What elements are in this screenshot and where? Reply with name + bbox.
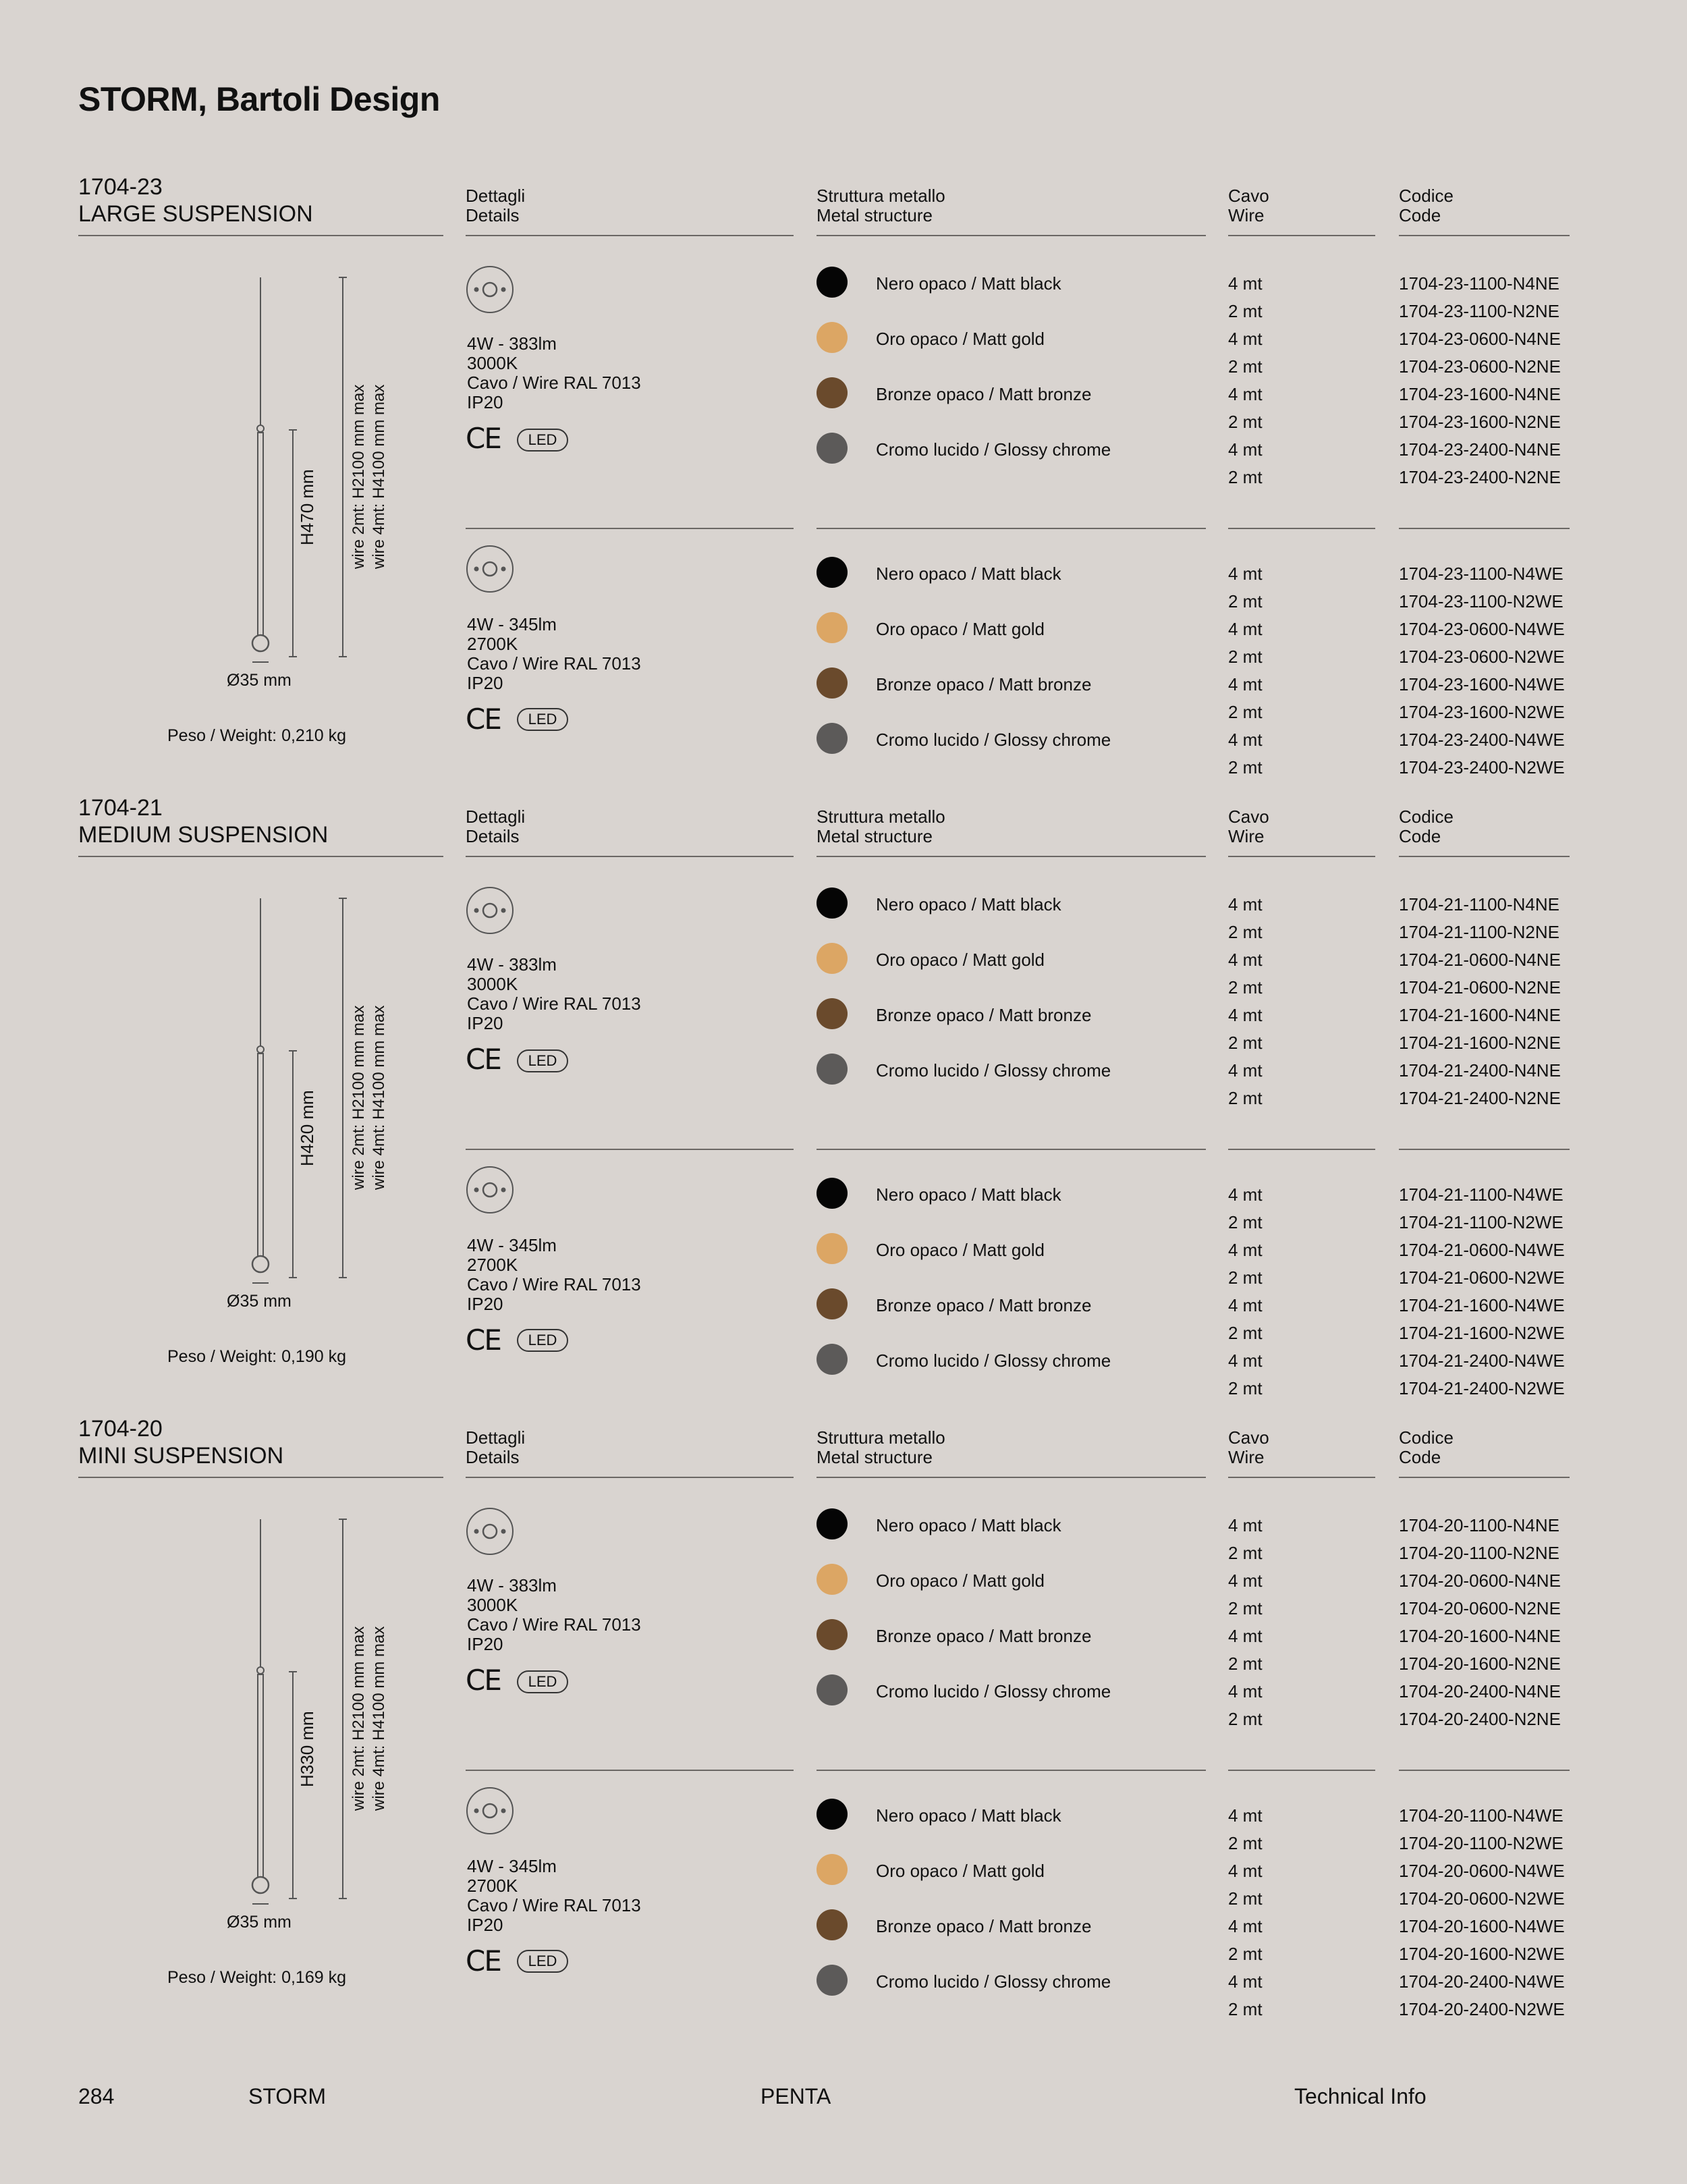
technical-specs <box>467 1857 641 1935</box>
wire-length: 4 mt <box>1228 950 1263 970</box>
technical-specs <box>467 1576 641 1654</box>
product-code-value: 1704-21-2400-N4WE <box>1399 1350 1565 1371</box>
finish-swatch-chrome <box>817 723 848 754</box>
wire-length: 2 mt <box>1228 1833 1263 1853</box>
header-it: Dettagli <box>466 807 526 827</box>
header-it: Cavo <box>1228 186 1269 206</box>
header-en: Metal structure <box>817 205 933 225</box>
product-code-value: 1704-23-2400-N2WE <box>1399 757 1565 777</box>
finish-label: Nero opaco / Matt black <box>876 894 1061 914</box>
column-header-details <box>466 807 525 846</box>
finish-swatch-chrome <box>817 433 848 464</box>
finish-label: Cromo lucido / Glossy chrome <box>876 439 1111 460</box>
product-code: 1704-20 <box>78 1416 163 1442</box>
variant-group <box>0 272 1687 555</box>
header-en: Wire <box>1228 205 1265 225</box>
wire-length-note-2mt: wire 2mt: H2100 mm max <box>350 1626 368 1811</box>
finish-label: Cromo lucido / Glossy chrome <box>876 730 1111 750</box>
header-en: Details <box>466 826 520 846</box>
finish-label: Nero opaco / Matt black <box>876 1515 1061 1535</box>
finish-swatch-bronze <box>817 1909 848 1940</box>
product-code-value: 1704-21-0600-N2NE <box>1399 977 1561 998</box>
spec-line: Cavo / Wire RAL 7013 <box>467 1614 641 1635</box>
diameter-label: Ø35 mm <box>227 1292 292 1311</box>
finish-swatch-black <box>817 1799 848 1830</box>
ce-mark-icon: CE <box>466 1664 501 1697</box>
header-it: Codice <box>1399 1427 1454 1448</box>
wire-length: 4 mt <box>1228 1916 1263 1936</box>
column-header-details <box>466 186 525 225</box>
product-section <box>0 1416 1687 2037</box>
weight-label: Peso / Weight: 0,210 kg <box>167 726 346 745</box>
header-it: Struttura metallo <box>817 1427 945 1448</box>
wire-length-note-4mt: wire 4mt: H4100 mm max <box>370 384 388 569</box>
column-header-wire <box>1228 1428 1269 1467</box>
spec-line: 4W - 383lm <box>467 954 557 975</box>
product-code-value: 1704-20-0600-N4NE <box>1399 1571 1561 1591</box>
finish-label: Bronze opaco / Matt bronze <box>876 1626 1092 1646</box>
header-en: Code <box>1399 205 1441 225</box>
product-code-value: 1704-23-1600-N2WE <box>1399 702 1565 722</box>
spec-line: 4W - 383lm <box>467 333 557 354</box>
wire-length: 4 mt <box>1228 894 1263 914</box>
wire-length: 2 mt <box>1228 412 1263 432</box>
led-badge: LED <box>517 429 568 452</box>
mounting-detail-icon <box>466 886 514 935</box>
finish-swatch-gold <box>817 943 848 974</box>
column-header-structure <box>817 1428 945 1467</box>
mounting-detail-icon <box>466 1507 514 1556</box>
finish-label: Bronze opaco / Matt bronze <box>876 1916 1092 1936</box>
finish-label: Nero opaco / Matt black <box>876 564 1061 584</box>
header-underline <box>1228 856 1375 857</box>
product-code-value: 1704-20-2400-N2WE <box>1399 1999 1565 2019</box>
product-code-value: 1704-20-1100-N2NE <box>1399 1543 1559 1563</box>
spec-line: Cavo / Wire RAL 7013 <box>467 653 641 674</box>
header-underline <box>1228 235 1375 236</box>
product-code-value: 1704-23-1100-N2WE <box>1399 591 1564 611</box>
finish-label: Oro opaco / Matt gold <box>876 619 1045 639</box>
header-en: Code <box>1399 826 1441 846</box>
product-code-value: 1704-21-2400-N4NE <box>1399 1060 1561 1081</box>
wire-length: 2 mt <box>1228 1033 1263 1053</box>
ce-mark-icon: CE <box>466 1323 501 1357</box>
product-code-value: 1704-20-1600-N4NE <box>1399 1626 1561 1646</box>
product-code-value: 1704-21-0600-N2WE <box>1399 1267 1565 1288</box>
wire-length: 2 mt <box>1228 301 1263 321</box>
header-underline <box>1228 1477 1375 1478</box>
spec-line: 4W - 345lm <box>467 1235 557 1255</box>
wire-length: 4 mt <box>1228 619 1263 639</box>
wire-length: 4 mt <box>1228 384 1263 404</box>
led-badge: LED <box>517 1329 568 1352</box>
header-en: Code <box>1399 1447 1441 1467</box>
product-code-value: 1704-21-1100-N2NE <box>1399 922 1559 942</box>
finish-swatch-gold <box>817 612 848 643</box>
wire-length: 2 mt <box>1228 1888 1263 1909</box>
header-en: Wire <box>1228 1447 1265 1467</box>
wire-length: 4 mt <box>1228 1571 1263 1591</box>
height-dimension-label: H420 mm <box>297 1090 317 1166</box>
product-code-value: 1704-20-0600-N4WE <box>1399 1861 1565 1881</box>
header-it: Dettagli <box>466 186 526 206</box>
header-it: Dettagli <box>466 1427 526 1448</box>
product-code-value: 1704-23-2400-N4NE <box>1399 439 1561 460</box>
product-code-value: 1704-21-2400-N2NE <box>1399 1088 1561 1108</box>
finish-swatch-black <box>817 888 848 919</box>
wire-length: 4 mt <box>1228 564 1263 584</box>
mounting-detail-icon <box>466 1786 514 1835</box>
wire-length: 4 mt <box>1228 1515 1263 1535</box>
column-header-details <box>466 1428 525 1467</box>
finish-label: Oro opaco / Matt gold <box>876 1240 1045 1260</box>
column-header-code <box>1399 186 1454 225</box>
finish-label: Oro opaco / Matt gold <box>876 1571 1045 1591</box>
height-dimension-label: H470 mm <box>297 469 317 545</box>
variant-group <box>0 893 1687 1176</box>
column-header-code <box>1399 807 1454 846</box>
spec-line: 3000K <box>467 353 518 373</box>
finish-label: Bronze opaco / Matt bronze <box>876 1295 1092 1315</box>
wire-length: 4 mt <box>1228 1060 1263 1081</box>
finish-label: Cromo lucido / Glossy chrome <box>876 1681 1111 1701</box>
product-code-value: 1704-23-1600-N2NE <box>1399 412 1561 432</box>
wire-length: 4 mt <box>1228 1184 1263 1205</box>
spec-line: 3000K <box>467 1595 518 1615</box>
finish-label: Bronze opaco / Matt bronze <box>876 674 1092 694</box>
product-code-value: 1704-21-1600-N4NE <box>1399 1005 1561 1025</box>
product-code-value: 1704-21-1100-N4WE <box>1399 1184 1564 1205</box>
spec-line: IP20 <box>467 673 503 693</box>
header-it: Codice <box>1399 186 1454 206</box>
product-section <box>0 174 1687 795</box>
wire-length: 4 mt <box>1228 1295 1263 1315</box>
product-code-value: 1704-20-1100-N2WE <box>1399 1833 1564 1853</box>
header-underline <box>1399 1477 1570 1478</box>
header-en: Metal structure <box>817 826 933 846</box>
finish-label: Nero opaco / Matt black <box>876 1184 1061 1205</box>
ce-mark-icon: CE <box>466 1043 501 1076</box>
wire-length: 2 mt <box>1228 1944 1263 1964</box>
finish-label: Nero opaco / Matt black <box>876 273 1061 294</box>
product-code-value: 1704-23-2400-N2NE <box>1399 467 1561 487</box>
ce-mark-icon: CE <box>466 422 501 455</box>
spec-line: IP20 <box>467 1915 503 1935</box>
finish-swatch-gold <box>817 1854 848 1885</box>
finish-swatch-bronze <box>817 1619 848 1650</box>
product-section <box>0 795 1687 1416</box>
wire-length: 2 mt <box>1228 1212 1263 1232</box>
wire-length: 2 mt <box>1228 977 1263 998</box>
wire-length-note-2mt: wire 2mt: H2100 mm max <box>350 1005 368 1190</box>
weight-label: Peso / Weight: 0,169 kg <box>167 1968 346 1987</box>
wire-length: 4 mt <box>1228 1626 1263 1646</box>
weight-label: Peso / Weight: 0,190 kg <box>167 1347 346 1366</box>
finish-swatch-bronze <box>817 667 848 699</box>
product-code-value: 1704-20-1600-N2WE <box>1399 1944 1565 1964</box>
product-code-value: 1704-20-0600-N2WE <box>1399 1888 1565 1909</box>
title-underline <box>78 856 443 857</box>
finish-swatch-gold <box>817 322 848 353</box>
finish-swatch-bronze <box>817 1288 848 1319</box>
header-underline <box>1399 856 1570 857</box>
wire-length: 2 mt <box>1228 1378 1263 1398</box>
footer-product: STORM <box>248 2084 326 2108</box>
header-underline <box>466 856 794 857</box>
spec-line: 4W - 345lm <box>467 1856 557 1876</box>
wire-length: 2 mt <box>1228 356 1263 377</box>
header-it: Struttura metallo <box>817 807 945 827</box>
product-code-value: 1704-23-1100-N2NE <box>1399 301 1559 321</box>
wire-length: 4 mt <box>1228 674 1263 694</box>
product-code-value: 1704-23-0600-N4WE <box>1399 619 1565 639</box>
header-underline <box>817 235 1206 236</box>
wire-length-note-4mt: wire 4mt: H4100 mm max <box>370 1626 388 1811</box>
spec-line: 3000K <box>467 974 518 994</box>
product-code-value: 1704-21-0600-N4WE <box>1399 1240 1565 1260</box>
header-en: Wire <box>1228 826 1265 846</box>
header-it: Codice <box>1399 807 1454 827</box>
product-name: MEDIUM SUSPENSION <box>78 822 329 848</box>
spec-line: IP20 <box>467 1013 503 1033</box>
product-code: 1704-21 <box>78 795 163 821</box>
product-name: LARGE SUSPENSION <box>78 201 313 227</box>
product-code-value: 1704-23-0600-N2WE <box>1399 647 1565 667</box>
ce-mark-icon: CE <box>466 703 501 736</box>
column-header-wire <box>1228 807 1269 846</box>
spec-line: Cavo / Wire RAL 7013 <box>467 993 641 1014</box>
spec-line: IP20 <box>467 392 503 412</box>
product-code-value: 1704-21-1600-N4WE <box>1399 1295 1565 1315</box>
header-it: Cavo <box>1228 1427 1269 1448</box>
column-header-code <box>1399 1428 1454 1467</box>
header-en: Metal structure <box>817 1447 933 1467</box>
footer-section: Technical Info <box>1294 2084 1427 2108</box>
finish-swatch-gold <box>817 1233 848 1264</box>
header-underline <box>817 1477 1206 1478</box>
led-badge: LED <box>517 1049 568 1072</box>
spec-line: Cavo / Wire RAL 7013 <box>467 1895 641 1915</box>
wire-length: 4 mt <box>1228 730 1263 750</box>
mounting-detail-icon <box>466 265 514 314</box>
wire-length: 4 mt <box>1228 273 1263 294</box>
wire-length: 2 mt <box>1228 1999 1263 2019</box>
finish-swatch-chrome <box>817 1054 848 1085</box>
product-code-value: 1704-23-1600-N4NE <box>1399 384 1561 404</box>
finish-swatch-black <box>817 267 848 298</box>
page-title: STORM, Bartoli Design <box>78 80 440 118</box>
wire-length: 2 mt <box>1228 1267 1263 1288</box>
product-code-value: 1704-20-1600-N4WE <box>1399 1916 1565 1936</box>
wire-length: 4 mt <box>1228 1350 1263 1371</box>
finish-label: Oro opaco / Matt gold <box>876 329 1045 349</box>
product-code: 1704-23 <box>78 174 163 200</box>
finish-swatch-chrome <box>817 1965 848 1996</box>
wire-length: 2 mt <box>1228 591 1263 611</box>
led-badge: LED <box>517 1950 568 1973</box>
diameter-label: Ø35 mm <box>227 671 292 690</box>
wire-length-note-4mt: wire 4mt: H4100 mm max <box>370 1005 388 1190</box>
variant-group <box>0 1514 1687 1797</box>
product-code-value: 1704-20-1100-N4WE <box>1399 1805 1564 1826</box>
header-underline <box>1399 235 1570 236</box>
wire-length: 4 mt <box>1228 1005 1263 1025</box>
wire-length-note-2mt: wire 2mt: H2100 mm max <box>350 384 368 569</box>
wire-length: 2 mt <box>1228 1543 1263 1563</box>
finish-swatch-gold <box>817 1564 848 1595</box>
finish-swatch-black <box>817 1178 848 1209</box>
header-en: Details <box>466 1447 520 1467</box>
product-name: MINI SUSPENSION <box>78 1443 284 1469</box>
product-code-value: 1704-20-2400-N4NE <box>1399 1681 1561 1701</box>
product-code-value: 1704-23-0600-N4NE <box>1399 329 1561 349</box>
header-en: Details <box>466 205 520 225</box>
product-code-value: 1704-23-1100-N4NE <box>1399 273 1559 294</box>
wire-length: 2 mt <box>1228 1654 1263 1674</box>
wire-length: 2 mt <box>1228 1709 1263 1729</box>
wire-length: 4 mt <box>1228 439 1263 460</box>
product-code-value: 1704-21-1100-N4NE <box>1399 894 1559 914</box>
finish-label: Bronze opaco / Matt bronze <box>876 1005 1092 1025</box>
product-code-value: 1704-20-2400-N2NE <box>1399 1709 1561 1729</box>
ce-mark-icon: CE <box>466 1944 501 1977</box>
finish-swatch-black <box>817 1508 848 1539</box>
finish-label: Cromo lucido / Glossy chrome <box>876 1971 1111 1992</box>
finish-label: Oro opaco / Matt gold <box>876 950 1045 970</box>
spec-line: 4W - 345lm <box>467 614 557 634</box>
wire-length: 4 mt <box>1228 1971 1263 1992</box>
footer-page-number: 284 <box>78 2084 115 2108</box>
product-code-value: 1704-21-1600-N2WE <box>1399 1323 1565 1343</box>
wire-length: 2 mt <box>1228 1598 1263 1618</box>
header-underline <box>817 856 1206 857</box>
spec-line: 2700K <box>467 1876 518 1896</box>
spec-line: IP20 <box>467 1294 503 1314</box>
wire-length: 2 mt <box>1228 922 1263 942</box>
product-code-value: 1704-23-0600-N2NE <box>1399 356 1561 377</box>
title-underline <box>78 1477 443 1478</box>
product-code-value: 1704-20-2400-N4WE <box>1399 1971 1565 1992</box>
footer-brand: PENTA <box>760 2084 831 2108</box>
header-underline <box>466 1477 794 1478</box>
wire-length: 4 mt <box>1228 1240 1263 1260</box>
wire-length: 2 mt <box>1228 467 1263 487</box>
product-code-value: 1704-21-2400-N2WE <box>1399 1378 1565 1398</box>
product-code-value: 1704-20-0600-N2NE <box>1399 1598 1561 1618</box>
product-code-value: 1704-20-1600-N2NE <box>1399 1654 1561 1674</box>
spec-line: 4W - 383lm <box>467 1575 557 1595</box>
finish-swatch-chrome <box>817 1674 848 1705</box>
led-badge: LED <box>517 708 568 731</box>
header-it: Struttura metallo <box>817 186 945 206</box>
column-header-structure <box>817 807 945 846</box>
column-header-wire <box>1228 186 1269 225</box>
mounting-detail-icon <box>466 1166 514 1214</box>
height-dimension-label: H330 mm <box>297 1711 317 1787</box>
finish-label: Oro opaco / Matt gold <box>876 1861 1045 1881</box>
wire-length: 4 mt <box>1228 329 1263 349</box>
technical-specs <box>467 1236 641 1314</box>
column-header-structure <box>817 186 945 225</box>
finish-swatch-chrome <box>817 1344 848 1375</box>
technical-specs <box>467 615 641 693</box>
product-code-value: 1704-21-0600-N4NE <box>1399 950 1561 970</box>
wire-length: 2 mt <box>1228 1088 1263 1108</box>
product-code-value: 1704-21-1100-N2WE <box>1399 1212 1564 1232</box>
wire-length: 2 mt <box>1228 702 1263 722</box>
spec-line: 2700K <box>467 1255 518 1275</box>
spec-line: IP20 <box>467 1634 503 1654</box>
header-it: Cavo <box>1228 807 1269 827</box>
diameter-label: Ø35 mm <box>227 1913 292 1932</box>
spec-line: Cavo / Wire RAL 7013 <box>467 373 641 393</box>
finish-label: Cromo lucido / Glossy chrome <box>876 1060 1111 1081</box>
product-code-value: 1704-21-1600-N2NE <box>1399 1033 1561 1053</box>
mounting-detail-icon <box>466 545 514 593</box>
product-code-value: 1704-20-1100-N4NE <box>1399 1515 1559 1535</box>
led-badge: LED <box>517 1670 568 1693</box>
finish-label: Cromo lucido / Glossy chrome <box>876 1350 1111 1371</box>
wire-length: 4 mt <box>1228 1805 1263 1826</box>
finish-label: Bronze opaco / Matt bronze <box>876 384 1092 404</box>
wire-length: 2 mt <box>1228 757 1263 777</box>
title-underline <box>78 235 443 236</box>
product-code-value: 1704-23-1100-N4WE <box>1399 564 1564 584</box>
wire-length: 4 mt <box>1228 1861 1263 1881</box>
finish-label: Nero opaco / Matt black <box>876 1805 1061 1826</box>
wire-length: 4 mt <box>1228 1681 1263 1701</box>
product-code-value: 1704-23-2400-N4WE <box>1399 730 1565 750</box>
spec-line: Cavo / Wire RAL 7013 <box>467 1274 641 1294</box>
header-underline <box>466 235 794 236</box>
finish-swatch-black <box>817 557 848 588</box>
technical-specs <box>467 334 641 412</box>
finish-swatch-bronze <box>817 377 848 408</box>
wire-length: 2 mt <box>1228 647 1263 667</box>
product-code-value: 1704-23-1600-N4WE <box>1399 674 1565 694</box>
variant-group <box>0 1804 1687 2087</box>
spec-line: 2700K <box>467 634 518 654</box>
technical-specs <box>467 955 641 1033</box>
wire-length: 2 mt <box>1228 1323 1263 1343</box>
finish-swatch-bronze <box>817 998 848 1029</box>
